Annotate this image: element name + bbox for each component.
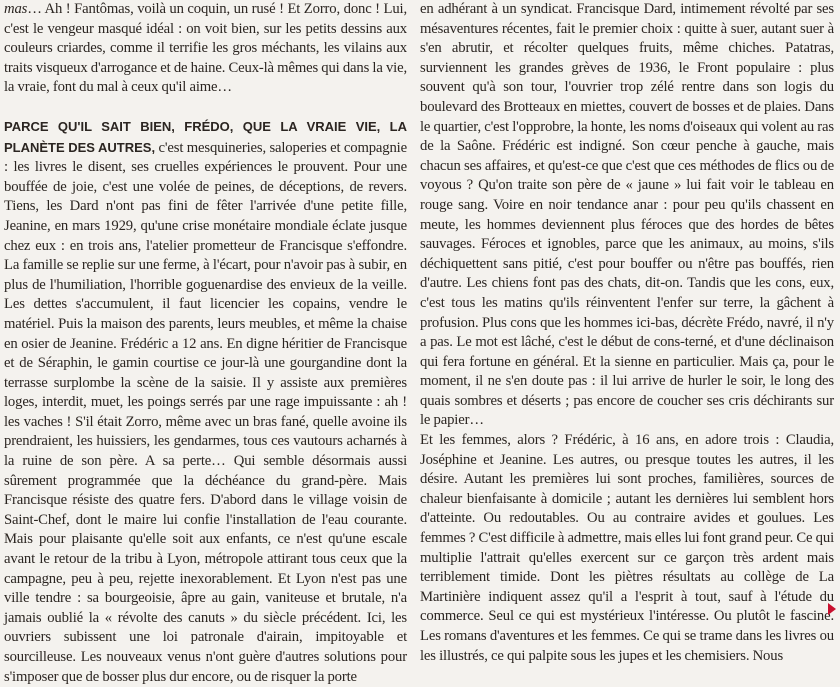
paragraph-vraie-vie: PARCE QU'IL SAIT BIEN, FRÉDO, QUE LA VRAIE VIE, LA PLANÈTE DES AUTRES, c'est mesquineries, saloperies et compagnie : les livres le disent, ses cruelles expériences le prouvent. Pour une bouffée de joie, c'est une volée de peines, de déceptions, de revers. Tiens, les Dard n'ont pas fini de fêter l'arrivée d'une petite fille, Jeanine, en mars 1929, qu'une crise monétaire mondiale éclate jusque chez eux : en trois ans, l'atelier prometteur de Francisque s'effondre. La famille se replie sur une ferme, à l'écart, pour n'avoir pas à subir, en plus de l'humiliation, l'horrible goguenardise des envieux de la veille. Les dettes s'accumulent, il faut licencier les copains, vendre le matériel. Puis la maison des parents, leurs meubles, et même la chaise en osier de Jeanine. Frédéric a 12 ans. En digne héritier de Francisque et de Séraphin, le gamin courtise ce jour-là une gourgandine dont la terrasse surplombe la scène de la saisie. Il y assiste aux premières loges, interdit, muet, les poings serrés par une rage impuissante : ah ! les vaches ! S'il était Zorro, même avec un bras fané, quelle avoine ils prendraient, les huissiers, les gendarmes, tous ces vautours acharnés à la ruine de son père. A sa perte… Qui semble désormais aussi sûrement programmée que la déchéance du grand-père. Mais Francisque résiste des quatre fers. D'abord dans le village voisin de Saint-Chef, dont le maire lui confie l'installation de l'eau courante. Mais pour plaisante qu'elle soit aux enfants, ce n'est qu'une escale avant le retour de la tribu à Lyon, métropole attirant tous ceux que la campagne, peu à peu, rejette inexorablement. Et Lyon n'est pas une ville tendre : sa bourgeoisie, âpre au gain, vaniteuse et brutale, n'a jamais oublié la « révolte des canuts » du siècle précédent. Ici, les ouvriers subissent une loi patronale d'airain, impitoyable et sourcilleuse. Les nouveaux venus n'ont guère d'autres solutions pour s'imposer que de bosser plus dur encore, ou de risquer la porte	[4, 118, 407, 685]
paragraph-syndicat: en adhérant à un syndicat. Francisque Dard, intimement révolté par ses mésaventures récentes, fait le premier choix : quitte à suer, autant suer à s'en abrutir, et récolter quelques fruits, même chiches. Patatras, surviennent les grandes grèves de 1936, le Front populaire : plus souvent qu'à son tour, l'ouvrier trop zélé rentre dans son logis du boulevard des Brotteaux en miettes, couvert de bosses et de plaies. Dans le quartier, c'est l'opprobre, la honte, les noms d'oiseaux qui volent au ras de la Saône. Frédéric est indigné. Son cœur penche à gauche, mais chacun ses affaires, et qu'est-ce que c'est que ces méthodes de flics ou de voyous ? Qu'on traite son père de « jaune » lui fait voir le tableau en rouge sang. Voire en noir tendance anar : pour peu qu'ils chassent en meute, les hommes deviennent plus féroces que des hordes de bêtes sauvages. Féroces et ignobles, parce que les animaux, au moins, s'ils déchiquettent sans pitié, c'est pour bouffer ou n'être pas bouffés, rien d'autre. Les chiens font pas des chats, dit-on. Tandis que les cons, eux, c'est tous les matins qu'ils réinventent l'enfer sur terre, la gâchent à profusion. Plus cons que les hommes ici-bas, décrète Frédo, navré, il n'y a pas. Le mot est lâché, c'est le début de cons-terné, et d'une déclinaison qui fera fortune en général. Et la sienne en particulier. Mais ça, pour le moment, il ne s'en doute pas : il lui arrive de hurler le soir, le long des quais sombres et déserts ; pas encore de coucher ses cris déchirants sur le papier…	[420, 1, 834, 429]
left-column	[4, 0, 407, 687]
lead-in-caps: PARCE QU'IL SAIT BIEN, FRÉDO, QUE LA VRAIE VIE, LA PLANÈTE DES AUTRES,	[4, 118, 407, 155]
paragraph-fantomas: mas… Ah ! Fantômas, voilà un coquin, un rusé ! Et Zorro, donc ! Lui, c'est le vengeur masqué idéal : on voit bien, sur les petits dessins aux couleurs criardes, comme il terrifie les gros méchants, les vilains aux traits visqueux d'arrogance et de haine. Ceux-là mêmes qui dans la vie, la vraie, font du mal à ceux qu'il aime…	[4, 1, 407, 96]
paragraph-femmes: Et les femmes, alors ? Frédéric, à 16 ans, en adore trois : Claudia, Joséphine et Jeanine. Les autres, ou presque toutes les autres, il les désire. Autant les premières lui sont proches, familières, sources de chaleur bienfaisante à domicile ; autant les dernières lui semblent hors d'atteinte. Ou redoutables. Ou au contraire avides et goulues. Les femmes ? C'est difficile à admettre, mais elles lui font grand peur. Ce qui multiplie l'attrait qu'elles exercent sur ce garçon très ardent mais terriblement timide. Dont les piètres résultats au collège de La Martinière indiquent assez qu'il a l'esprit à tout, sauf à l'étude du commerce. Seul ce qui est mystérieux l'intéresse. Ou plutôt le fascine. Les romans d'aventures et les femmes. Ce qui se trame dans les livres ou les illustrés, ce qui palpite sous les jupes et les chemisiers. Nous	[420, 432, 834, 664]
continue-arrow-icon	[828, 603, 836, 615]
italic-fragment: mas	[4, 1, 28, 17]
right-column	[420, 0, 834, 666]
